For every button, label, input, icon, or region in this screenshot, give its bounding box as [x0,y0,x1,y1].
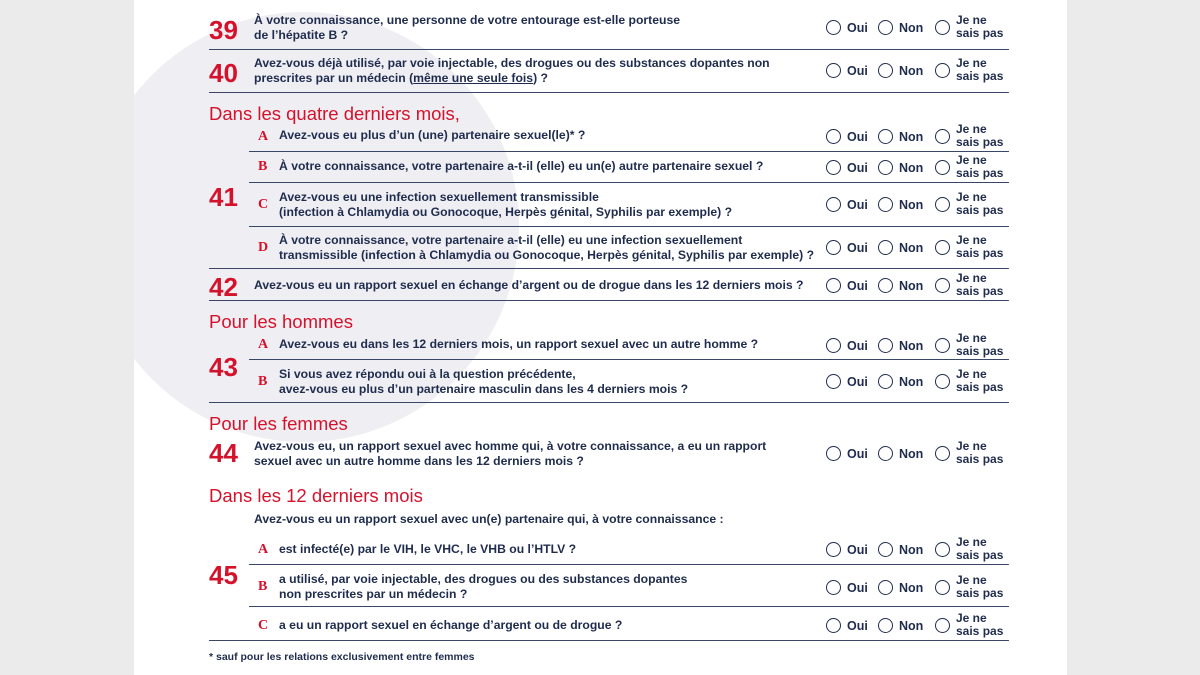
question-45c-text: a eu un rapport sexuel en échange d’argent ou de drogue ? [279,618,623,632]
sub-letter-45a: A [258,542,269,557]
option-label-oui: Oui [847,241,868,255]
separator-line [249,359,1009,360]
radio-je-ne-sais-pas-q43a[interactable] [935,338,950,353]
radio-je-ne-sais-pas-q41a[interactable] [935,129,950,144]
radio-je-ne-sais-pas-q41b[interactable] [935,160,950,175]
option-label-non: Non [899,64,924,78]
option-label-je-ne: Je ne [956,13,987,27]
radio-je-ne-sais-pas-q43b[interactable] [935,374,950,389]
option-label-oui: Oui [847,375,868,389]
answer-options-q39 [826,13,1012,41]
separator-line [209,300,1009,301]
sub-letter-41d: D [258,240,269,255]
question-number-40: 40 [209,58,238,88]
answer-options-q45c [826,611,1012,639]
option-label-non: Non [899,279,924,293]
radio-je-ne-sais-pas-q39[interactable] [935,20,950,35]
option-label-non: Non [899,161,924,175]
radio-je-ne-sais-pas-q44[interactable] [935,446,950,461]
option-label-oui: Oui [847,619,868,633]
option-label-sais-pas: sais pas [956,245,1004,260]
question-41a-text: Avez-vous eu plus d’un (une) partenaire sexuel(le)* ? [279,128,586,142]
option-label-je-ne-sais-pas [956,272,1016,297]
separator-line [249,182,1009,183]
radio-je-ne-sais-pas-q41c[interactable] [935,197,950,212]
option-label-oui: Oui [847,161,868,175]
answer-options-q41c [826,190,1012,218]
sub-letter-41a: A [258,129,269,144]
radio-oui-q44[interactable] [826,446,841,461]
radio-oui-q40[interactable] [826,63,841,78]
question-45a-text: est infecté(e) par le VIH, le VHC, le VHB ou l’HTLV ? [279,542,577,556]
option-label-je-ne-sais-pas [956,234,1016,259]
question-39-line-2: de l’hépatite B ? [254,27,349,42]
radio-non-q45c[interactable] [878,618,893,633]
question-40-line-1: Avez-vous déjà utilisé, par voie injectable, des drogues ou des substances dopantes non [254,56,770,70]
option-label-non: Non [899,130,924,144]
radio-je-ne-sais-pas-q45b[interactable] [935,580,950,595]
option-label-je-ne: Je ne [956,331,987,345]
option-label-je-ne: Je ne [956,439,987,453]
radio-oui-q42[interactable] [826,278,841,293]
question-45b-text [279,572,687,601]
question-number-39: 39 [209,15,238,45]
option-label-sais-pas: sais pas [956,379,1004,394]
option-label-sais-pas: sais pas [956,134,1004,149]
question-41c-line-2: (infection à Chlamydia ou Gonocoque, Herpès génital, Syphilis par exemple) ? [279,204,733,219]
separator-line [209,268,1009,269]
radio-oui-q43b[interactable] [826,374,841,389]
option-label-non: Non [899,198,924,212]
radio-non-q41b[interactable] [878,160,893,175]
option-label-sais-pas: sais pas [956,165,1004,180]
question-43b-text [279,367,688,396]
question-40-emphasis: même une seule fois [413,70,534,85]
question-43b-line-2: avez-vous eu plus d’un partenaire masculin dans les 4 derniers mois ? [279,381,689,396]
option-label-je-ne: Je ne [956,367,987,381]
question-41c-text [279,190,732,219]
question-42-text: Avez-vous eu un rapport sexuel en échange d’argent ou de drogue dans les 12 derniers mois ? [254,278,804,292]
separator-line [209,92,1009,93]
radio-oui-q43a[interactable] [826,338,841,353]
radio-non-q41a[interactable] [878,129,893,144]
option-label-sais-pas: sais pas [956,68,1004,83]
separator-line [249,564,1009,565]
question-number-44: 44 [209,438,238,468]
option-label-je-ne-sais-pas [956,440,1016,465]
question-number-42: 42 [209,272,238,302]
answer-options-q45a [826,535,1012,563]
option-label-oui: Oui [847,447,868,461]
radio-je-ne-sais-pas-q42[interactable] [935,278,950,293]
option-label-oui: Oui [847,130,868,144]
answer-options-q44 [826,439,1012,467]
question-number-43: 43 [209,352,238,382]
radio-oui-q45c[interactable] [826,618,841,633]
radio-non-q41c[interactable] [878,197,893,212]
answer-options-q41b [826,153,1012,181]
radio-non-q40[interactable] [878,63,893,78]
option-label-non: Non [899,21,924,35]
section-heading-for-women: Pour les femmes [209,413,348,434]
question-44-text [254,439,766,468]
question-40-text [254,56,770,85]
option-label-sais-pas: sais pas [956,202,1004,217]
option-label-oui: Oui [847,64,868,78]
question-45-intro: Avez-vous eu un rapport sexuel avec un(e) partenaire qui, à votre connaissance : [254,512,724,526]
sub-letter-43b: B [258,374,268,389]
option-label-je-ne: Je ne [956,190,987,204]
radio-non-q43b[interactable] [878,374,893,389]
answer-options-q42 [826,271,1012,299]
question-44-line-1: Avez-vous eu, un rapport sexuel avec homme qui, à votre connaissance, a eu un rapport [254,439,767,453]
option-label-je-ne: Je ne [956,611,987,625]
option-label-je-ne: Je ne [956,535,987,549]
option-label-non: Non [899,619,924,633]
option-label-sais-pas: sais pas [956,25,1004,40]
radio-oui-q41d[interactable] [826,240,841,255]
option-label-sais-pas: sais pas [956,343,1004,358]
sub-letter-45c: C [258,618,269,633]
option-label-non: Non [899,339,924,353]
question-41b-text: À votre connaissance, votre partenaire a-t-il (elle) eu un(e) autre partenaire sexuel ? [279,159,764,173]
radio-oui-q45a[interactable] [826,542,841,557]
question-43b-line-1: Si vous avez répondu oui à la question précédente, [279,367,576,381]
option-label-non: Non [899,447,924,461]
option-label-je-ne: Je ne [956,122,987,136]
separator-line [209,402,1009,403]
option-label-sais-pas: sais pas [956,585,1004,600]
option-label-je-ne-sais-pas [956,612,1016,637]
option-label-je-ne: Je ne [956,573,987,587]
separator-line [249,226,1009,227]
option-label-sais-pas: sais pas [956,623,1004,638]
option-label-je-ne: Je ne [956,56,987,70]
option-label-non: Non [899,375,924,389]
answer-options-q41d [826,233,1012,261]
section-heading-last-four-months: Dans les quatre derniers mois, [209,103,460,124]
answer-options-q43a [826,331,1012,359]
sub-letter-41b: B [258,159,268,174]
radio-non-q41d[interactable] [878,240,893,255]
option-label-oui: Oui [847,543,868,557]
option-label-je-ne-sais-pas [956,332,1016,357]
question-45b-line-2: non prescrites par un médecin ? [279,586,468,601]
answer-options-q45b [826,573,1012,601]
radio-non-q44[interactable] [878,446,893,461]
question-39-text [254,13,680,42]
separator-line [249,606,1009,607]
option-label-oui: Oui [847,279,868,293]
option-label-je-ne-sais-pas [956,574,1016,599]
option-label-je-ne-sais-pas [956,368,1016,393]
option-label-je-ne: Je ne [956,233,987,247]
option-label-je-ne-sais-pas [956,154,1016,179]
option-label-oui: Oui [847,581,868,595]
separator-line [209,640,1009,641]
sub-letter-41c: C [258,197,269,212]
answer-options-q43b [826,367,1012,395]
radio-je-ne-sais-pas-q45c[interactable] [935,618,950,633]
separator-line [249,151,1009,152]
radio-oui-q41b[interactable] [826,160,841,175]
radio-je-ne-sais-pas-q40[interactable] [935,63,950,78]
question-44-line-2: sexuel avec un autre homme dans les 12 derniers mois ? [254,453,584,468]
option-label-je-ne-sais-pas [956,14,1016,39]
answer-options-q41a [826,122,1012,150]
option-label-sais-pas: sais pas [956,547,1004,562]
radio-je-ne-sais-pas-q45a[interactable] [935,542,950,557]
radio-je-ne-sais-pas-q41d[interactable] [935,240,950,255]
footnote: * sauf pour les relations exclusivement entre femmes [209,651,475,663]
question-39-line-1: À votre connaissance, une personne de votre entourage est-elle porteuse [254,13,681,27]
radio-non-q39[interactable] [878,20,893,35]
option-label-je-ne-sais-pas [956,536,1016,561]
option-label-oui: Oui [847,21,868,35]
option-label-non: Non [899,543,924,557]
radio-oui-q45b[interactable] [826,580,841,595]
option-label-je-ne-sais-pas [956,57,1016,82]
question-number-45: 45 [209,560,238,590]
question-41d-line-2: transmissible (infection à Chlamydia ou Gonocoque, Herpès génital, Syphilis par exemple) ? [279,247,815,262]
question-41d-text [279,233,814,262]
option-label-je-ne-sais-pas [956,191,1016,216]
radio-non-q42[interactable] [878,278,893,293]
option-label-non: Non [899,241,924,255]
radio-oui-q41c[interactable] [826,197,841,212]
option-label-je-ne: Je ne [956,271,987,285]
question-43a-text: Avez-vous eu dans les 12 derniers mois, un rapport sexuel avec un autre homme ? [279,337,759,351]
separator-line [209,49,1009,50]
radio-non-q43a[interactable] [878,338,893,353]
questionnaire-page [134,0,1067,675]
sub-letter-43a: A [258,337,269,352]
option-label-oui: Oui [847,198,868,212]
option-label-je-ne: Je ne [956,153,987,167]
option-label-je-ne-sais-pas [956,123,1016,148]
radio-oui-q39[interactable] [826,20,841,35]
option-label-sais-pas: sais pas [956,283,1004,298]
question-40-line-2: prescrites par un médecin (même une seule fois) ? [254,70,548,85]
option-label-oui: Oui [847,339,868,353]
question-number-41: 41 [209,182,238,212]
question-45b-line-1: a utilisé, par voie injectable, des drogues ou des substances dopantes [279,572,688,586]
radio-non-q45a[interactable] [878,542,893,557]
question-41c-line-1: Avez-vous eu une infection sexuellement transmissible [279,190,599,204]
option-label-sais-pas: sais pas [956,451,1004,466]
answer-options-q40 [826,56,1012,84]
question-41d-line-1: À votre connaissance, votre partenaire a-t-il (elle) eu une infection sexuellement [279,233,743,247]
section-heading-last-12-months: Dans les 12 derniers mois [209,485,423,506]
radio-oui-q41a[interactable] [826,129,841,144]
sub-letter-45b: B [258,579,268,594]
section-heading-for-men: Pour les hommes [209,311,353,332]
option-label-non: Non [899,581,924,595]
radio-non-q45b[interactable] [878,580,893,595]
